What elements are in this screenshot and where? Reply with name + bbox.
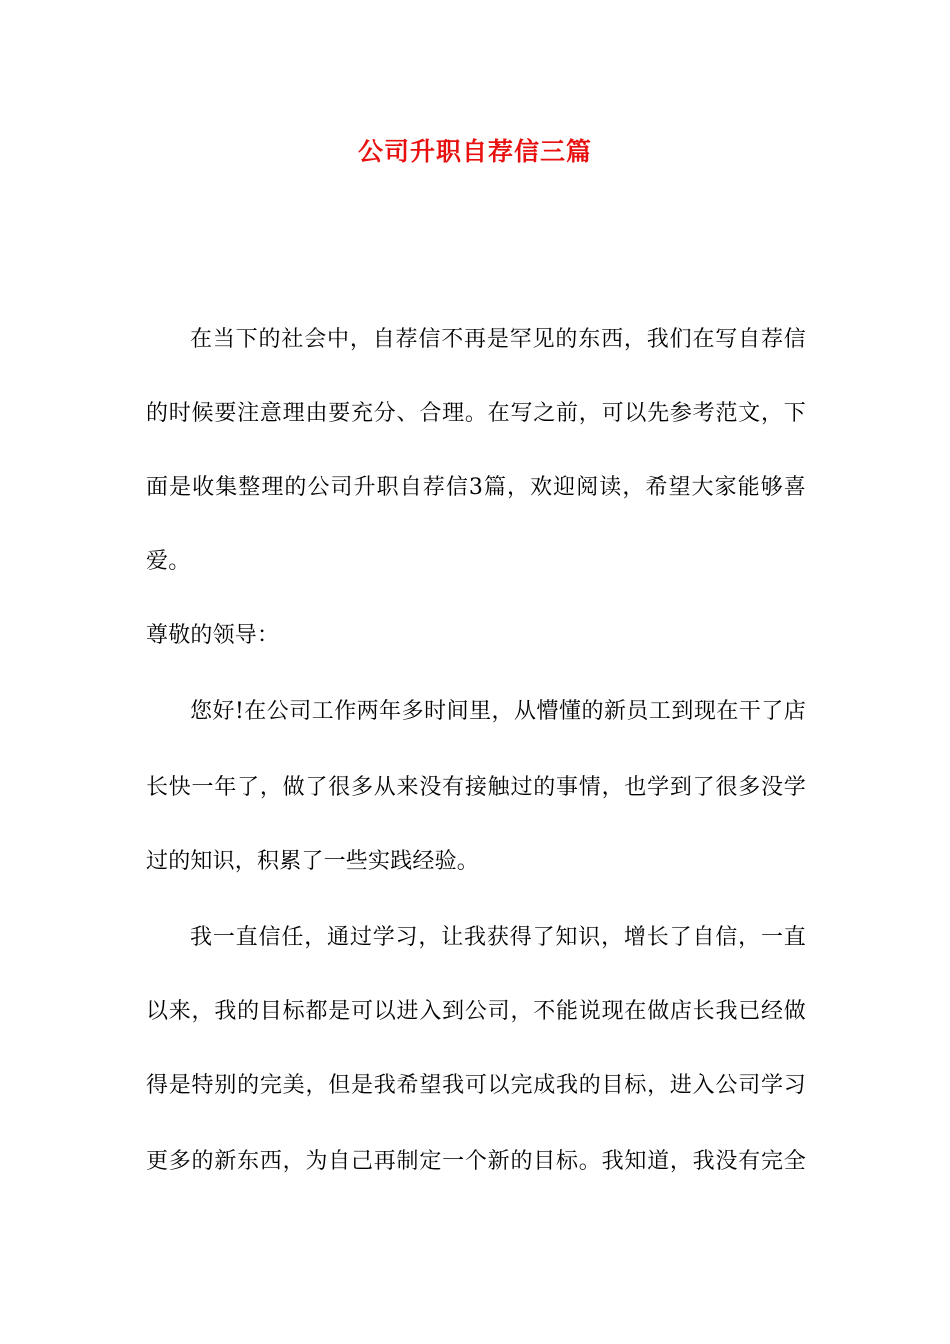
paragraph-line: 的时候要注意理由要充分、合理。在写之前，可以先参考范文，下 [146,401,806,426]
paragraph-line: 我一直信任，通过学习，让我获得了知识，增长了自信，一直 [190,925,806,950]
paragraph-line: 得是特别的完美，但是我希望我可以完成我的目标，进入公司学习 [146,1073,806,1098]
paragraph-line: 在当下的社会中，自荐信不再是罕见的东西，我们在写自荐信 [190,327,806,352]
paragraph-line: 面是收集整理的公司升职自荐信3篇，欢迎阅读，希望大家能够喜 [146,475,806,500]
paragraph-line: 更多的新东西，为自己再制定一个新的目标。我知道，我没有完全 [146,1149,806,1174]
paragraph-line: 您好!在公司工作两年多时间里，从懵懂的新员工到现在干了店 [190,699,806,724]
document-title: 公司升职自荐信三篇 [357,137,592,166]
paragraph-line: 以来，我的目标都是可以进入到公司，不能说现在做店长我已经做 [146,999,806,1024]
paragraph-line: 长快一年了，做了很多从来没有接触过的事情，也学到了很多没学 [146,775,806,800]
salutation: 尊敬的领导： [146,623,280,648]
paragraph-line: 爱。 [146,549,191,574]
paragraph-line: 过的知识，积累了一些实践经验。 [146,849,480,874]
